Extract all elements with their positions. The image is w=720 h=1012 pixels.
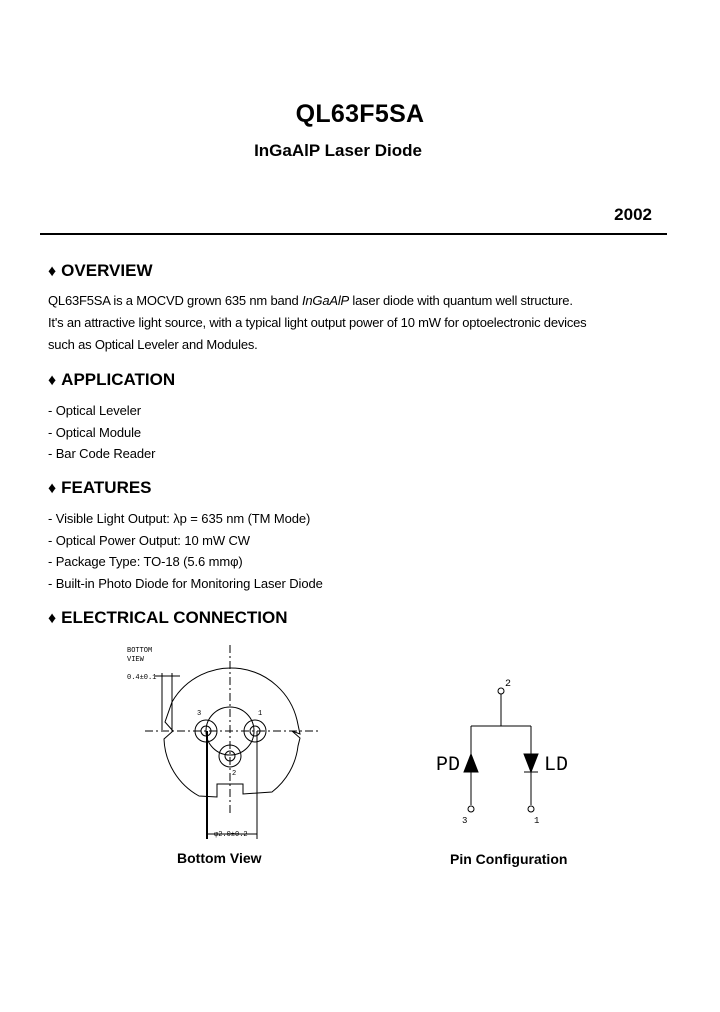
product-subtitle: InGaAlP Laser Diode [254, 141, 422, 160]
application-list [48, 400, 155, 465]
header-divider [40, 233, 667, 235]
pin-label-3: 3 [197, 710, 202, 718]
photodiode-symbol [464, 754, 478, 772]
pin-left-label: 3 [462, 816, 468, 826]
pin-configuration-caption: Pin Configuration [450, 851, 568, 867]
heading-text: FEATURES [61, 478, 152, 497]
list-item: - Package Type: TO-18 (5.6 mmφ) [48, 554, 243, 569]
list-item: - Optical Leveler [48, 403, 141, 418]
list-item: - Optical Power Output: 10 mW CW [48, 532, 250, 548]
document-year: 2002 [614, 205, 652, 224]
bottom-view-caption: Bottom View [177, 850, 262, 866]
pin-right-label: 1 [534, 816, 540, 826]
heading-text: ELECTRICAL CONNECTION [61, 608, 288, 627]
diamond-bullet-icon: ♦ [48, 372, 57, 389]
laser-diode-symbol [524, 754, 538, 772]
section-heading-overview [48, 261, 153, 281]
section-heading-features [48, 478, 152, 498]
section-heading-application [48, 370, 175, 390]
diamond-bullet-icon: ♦ [48, 263, 57, 280]
pin-top-label: 2 [505, 679, 512, 690]
list-item: - Visible Light Output: λp = 635 nm (TM Mode) [48, 511, 311, 526]
list-item: - Optical Module [48, 424, 142, 440]
pin-configuration-diagram [420, 665, 600, 835]
overview-line-3: such as Optical Leveler and Modules. [48, 337, 258, 352]
pin-label-1: 1 [258, 710, 263, 718]
section-heading-electrical-connection [48, 608, 288, 628]
material-name: InGaAlP [301, 293, 349, 308]
diamond-bullet-icon: ♦ [48, 480, 57, 497]
heading-text: OVERVIEW [61, 261, 153, 280]
overview-line-2: It's an attractive light source, with a typical light output power of 10 mW for optoelectronic devices [48, 315, 587, 330]
overview-paragraph [48, 290, 586, 356]
pin-label-2: 2 [232, 770, 237, 778]
text: laser diode with quantum well structure. [349, 293, 573, 308]
ld-label: LD [544, 754, 569, 777]
list-item: - Bar Code Reader [48, 446, 156, 461]
heading-text: APPLICATION [61, 370, 176, 389]
part-number-title: QL63F5SA [295, 100, 425, 128]
pd-label: PD [436, 754, 461, 777]
bottom-view-diagram [115, 640, 335, 840]
bottom-view-label-2: VIEW [127, 656, 144, 664]
diamond-bullet-icon: ♦ [48, 610, 57, 627]
overview-line-1 [48, 290, 586, 312]
pitch-dimension-label: φ2.0±0.2 [214, 831, 248, 839]
text: QL63F5SA is a MOCVD grown 635 nm band [48, 293, 302, 308]
list-item: - Built-in Photo Diode for Monitoring Laser Diode [48, 575, 323, 591]
features-list [48, 508, 323, 594]
bottom-view-label: BOTTOM [127, 647, 153, 655]
notch-dimension-label: 0.4±0.1 [127, 674, 157, 682]
